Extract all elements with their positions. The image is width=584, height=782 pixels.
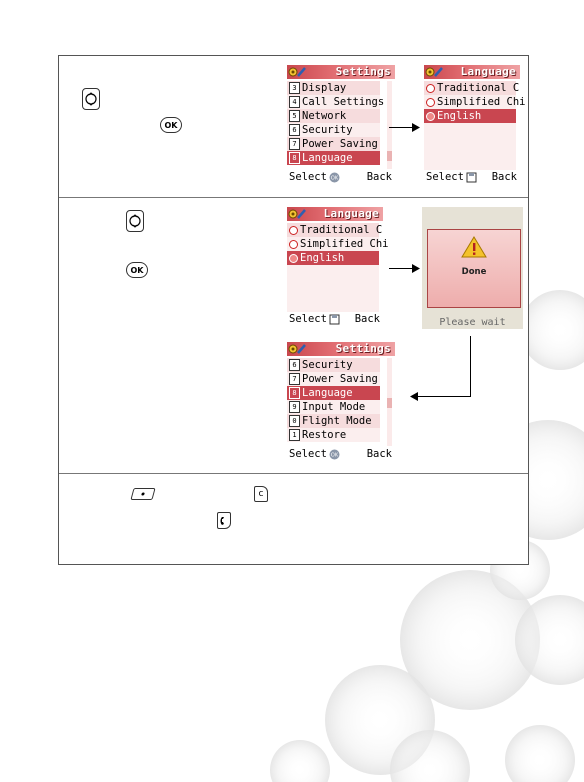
item-number: 0	[289, 415, 300, 427]
screen-title: Settings	[335, 65, 391, 78]
menu-item-restore[interactable]	[287, 428, 380, 442]
radio-icon	[289, 226, 298, 235]
settings-screen	[287, 342, 395, 462]
radio-icon	[289, 240, 298, 249]
menu-item-call-settings[interactable]	[287, 95, 385, 109]
select-softkey[interactable]: Select	[289, 448, 327, 460]
ok-key-icon	[329, 449, 340, 460]
screen-title: Language	[323, 207, 379, 220]
soft-key-bar	[287, 312, 383, 327]
option-simplified-chinese[interactable]	[424, 95, 526, 109]
menu-item-power-saving[interactable]	[287, 372, 380, 386]
item-number: 8	[289, 152, 300, 164]
item-label: Security	[302, 124, 353, 136]
select-softkey[interactable]: Select	[289, 313, 327, 325]
done-message: Done	[461, 267, 487, 277]
row-divider	[59, 197, 528, 198]
left-soft-key-icon	[130, 488, 155, 500]
option-list	[287, 223, 389, 312]
radio-icon	[426, 98, 435, 107]
item-number: 4	[289, 96, 300, 108]
select-softkey[interactable]: Select	[426, 171, 464, 183]
menu-list	[287, 358, 380, 442]
screen-title: Settings	[335, 342, 391, 355]
item-number: 9	[289, 401, 300, 413]
warning-icon	[461, 236, 487, 258]
menu-item-language[interactable]	[287, 386, 380, 400]
settings-logo-icon	[425, 66, 445, 78]
save-icon	[466, 172, 477, 183]
ok-key-icon: OK	[160, 117, 182, 133]
back-softkey[interactable]: Back	[354, 313, 380, 325]
item-label: Security	[302, 359, 353, 371]
language-screen	[424, 65, 526, 185]
item-label: Language	[302, 152, 353, 164]
empty-area	[424, 123, 516, 170]
navigation-key-icon	[82, 88, 100, 110]
svg-text:OK: OK	[330, 175, 339, 182]
item-number: 8	[289, 387, 300, 399]
item-number: 7	[289, 138, 300, 150]
radio-icon	[289, 254, 298, 263]
item-number: 7	[289, 373, 300, 385]
title-bar	[287, 207, 383, 221]
menu-item-display[interactable]	[287, 81, 380, 95]
select-softkey[interactable]: Select	[289, 171, 327, 183]
scrollbar[interactable]	[387, 358, 392, 446]
save-icon	[329, 314, 340, 325]
menu-item-input-mode[interactable]	[287, 400, 380, 414]
settings-logo-icon	[288, 343, 308, 355]
language-screen	[287, 207, 389, 327]
title-bar	[287, 342, 395, 356]
navigation-key-icon	[126, 210, 144, 232]
radio-icon	[426, 84, 435, 93]
back-softkey[interactable]: Back	[366, 171, 392, 183]
empty-area	[287, 265, 379, 312]
menu-item-security[interactable]	[287, 123, 380, 137]
arrow-head-icon	[410, 392, 418, 401]
settings-logo-icon	[288, 208, 308, 220]
option-label: Traditional C	[437, 82, 520, 94]
back-softkey[interactable]: Back	[366, 448, 392, 460]
done-dialog	[427, 229, 521, 308]
end-key-icon	[217, 512, 231, 529]
done-screen	[422, 207, 523, 329]
menu-list	[287, 81, 385, 165]
option-label: Traditional C	[300, 224, 383, 236]
ok-key-icon	[329, 172, 340, 183]
item-number: 1	[289, 429, 300, 441]
screen-title: Language	[460, 65, 516, 78]
settings-screen	[287, 65, 395, 185]
option-english[interactable]	[287, 251, 379, 265]
item-number: 5	[289, 110, 300, 122]
item-label: Input Mode	[302, 401, 366, 413]
option-label: Simplified Chi	[437, 96, 526, 108]
soft-key-bar	[424, 170, 520, 185]
option-label: Simplified Chi	[300, 238, 389, 250]
radio-icon	[426, 112, 435, 121]
menu-item-flight-mode[interactable]	[287, 414, 380, 428]
option-label: English	[437, 110, 482, 122]
option-simplified-chinese[interactable]	[287, 237, 389, 251]
svg-text:OK: OK	[330, 452, 339, 459]
please-wait-status: Please wait	[439, 317, 506, 328]
option-traditional-chinese[interactable]	[424, 81, 520, 95]
option-traditional-chinese[interactable]	[287, 223, 383, 237]
item-label: Language	[302, 387, 353, 399]
soft-key-bar	[287, 170, 395, 185]
flow-arrow	[470, 336, 471, 396]
item-number: 6	[289, 359, 300, 371]
menu-item-network[interactable]	[287, 109, 380, 123]
item-label: Call Settings	[302, 96, 385, 108]
option-english[interactable]	[424, 109, 516, 123]
arrow-head-icon	[412, 123, 420, 132]
item-label: Network	[302, 110, 347, 122]
item-label: Flight Mode	[302, 415, 372, 427]
back-softkey[interactable]: Back	[491, 171, 517, 183]
soft-key-bar	[287, 447, 395, 462]
row-divider	[59, 473, 528, 474]
title-bar	[424, 65, 520, 79]
menu-item-language[interactable]	[287, 151, 380, 165]
item-label: Display	[302, 82, 347, 94]
item-label: Restore	[302, 429, 347, 441]
menu-item-security[interactable]	[287, 358, 380, 372]
menu-item-power-saving[interactable]	[287, 137, 380, 151]
item-number: 6	[289, 124, 300, 136]
flow-arrow	[417, 396, 471, 397]
settings-logo-icon	[288, 66, 308, 78]
arrow-head-icon	[412, 264, 420, 273]
option-list	[424, 81, 526, 170]
item-label: Power Saving	[302, 138, 378, 150]
clear-key-icon: c	[254, 486, 268, 502]
ok-key-icon: OK	[126, 262, 148, 278]
option-label: English	[300, 252, 345, 264]
scrollbar[interactable]	[387, 81, 392, 169]
item-label: Power Saving	[302, 373, 378, 385]
title-bar	[287, 65, 395, 79]
item-number: 3	[289, 82, 300, 94]
